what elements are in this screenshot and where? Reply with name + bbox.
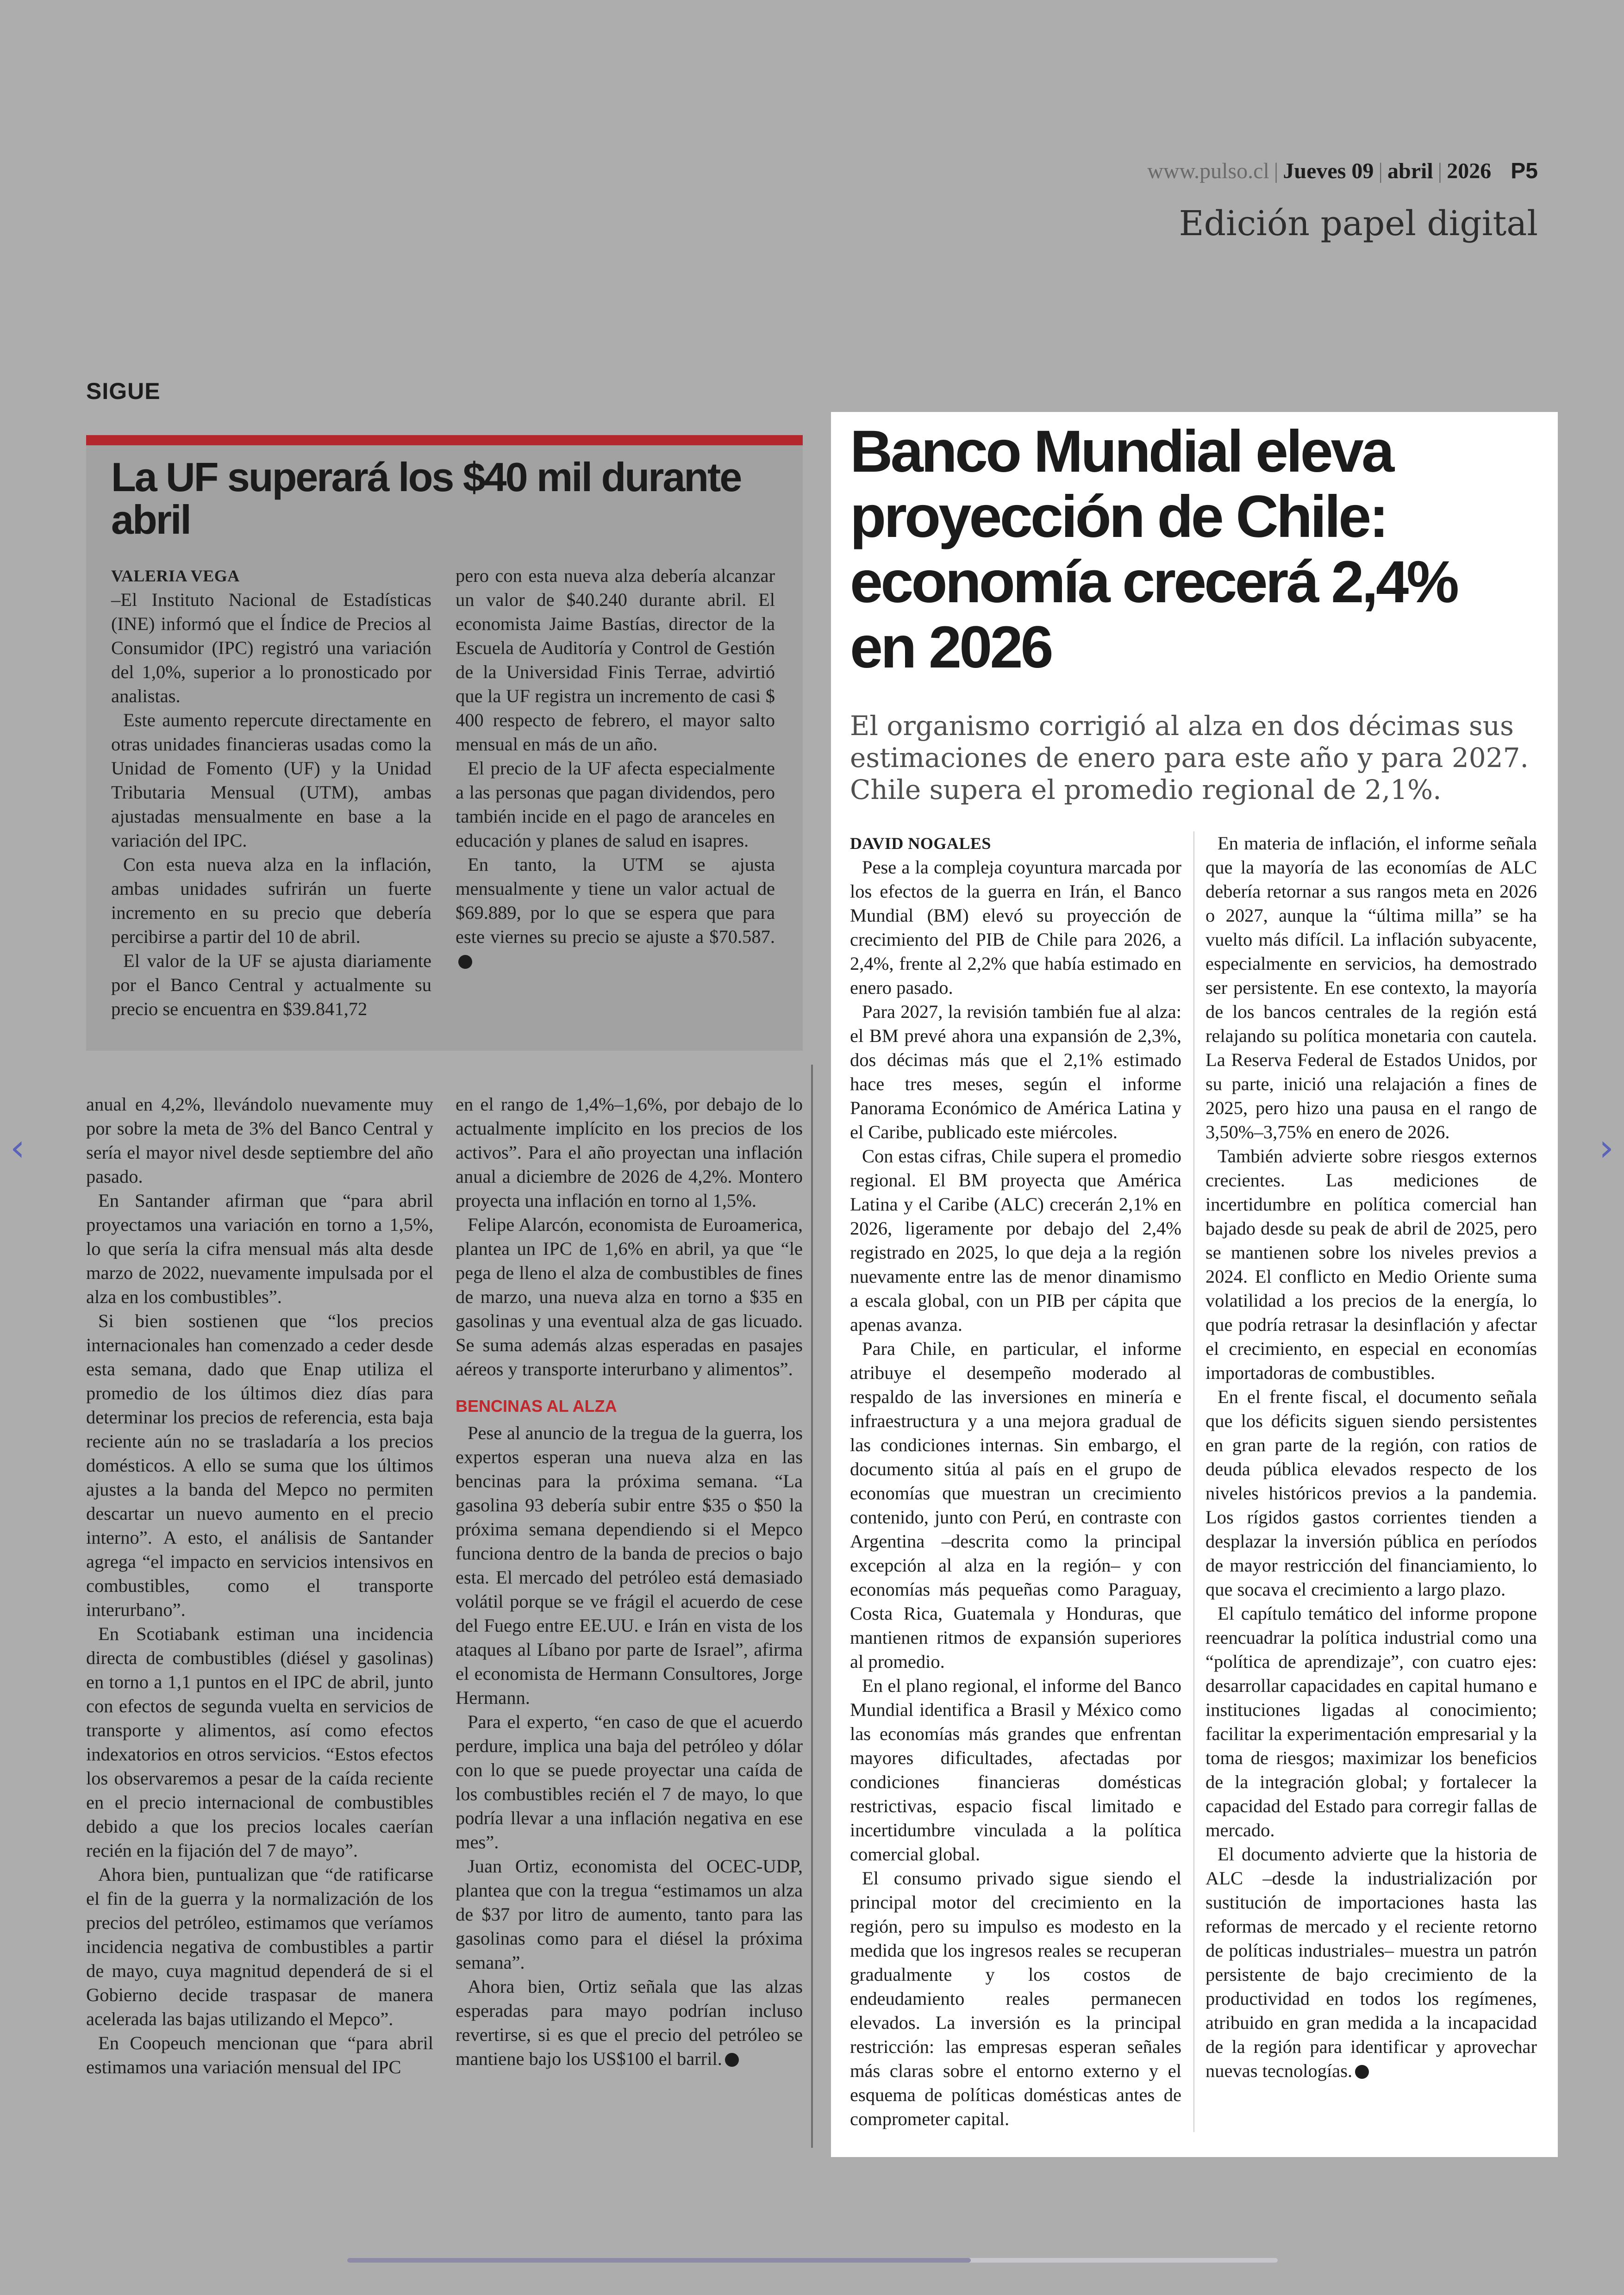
paragraph: Felipe Alarcón, economista de Euroamerica, plantea un IPC de 1,6% en abril, ya que “le pega de lleno el alza de combustibles de fines de marzo, una nueva alza en torno a $35 en gasolinas y una eventual alza de gas licuado. Se suma además alzas esperadas en pasajes aéreos y transporte interurbano y alimentos”. [456,1214,803,1379]
paragraph: El valor de la UF se ajusta diariamente por el Banco Central y actualmente su precio se encuentra en $39.841,72 [111,950,431,1019]
section-label: SIGUE [86,378,161,404]
paragraph: En el frente fiscal, el documento señala que los déficits siguen siendo persistentes en gran parte de la región, con ratios de deuda pública elevados respecto de los niveles históricos previos a la pandemia. Los rígidos gastos corrientes tienden a desplazar la inversión pública en períodos de mayor restricción del financiamiento, lo que socava el crecimiento a largo plazo. [1206,1386,1537,1600]
bm-article-column-1 [850,831,1181,2131]
date-year: 2026 [1447,159,1492,183]
bm-article-title: Banco Mundial eleva proyección de Chile: economía crecerá 2,4% en 2026 [850,418,1457,680]
site-url[interactable]: www.pulso.cl [1147,159,1269,183]
paragraph: pero con esta nueva alza debería alcanzar un valor de $40.240 durante abril. El economista Jaime Bastías, director de la Escuela de Auditoría y Control de Gestión de la Universidad Finis Terrae, advirtió que la UF registra un incremento de casi $ 400 respecto de febrero, el mayor salto mensual en más de un año. [456,565,775,755]
subheading: BENCINAS AL ALZA [456,1397,617,1416]
bm-byline: DAVID NOGALES [850,834,991,853]
chevron-left-icon[interactable]: ‹ [10,1126,25,1169]
end-mark-icon [458,955,472,969]
paragraph: Para 2027, la revisión también fue al alza: el BM prevé ahora una expansión de 2,3%, dos décimas más que el 2,1% estimado hace tres meses, según el informe Panorama Económico de América Latina y el Caribe, publicado este miércoles. [850,1001,1181,1142]
paragraph: Para el experto, “en caso de que el acuerdo perdure, implica una baja del petróleo y dólar con lo que se puede proyectar una caída de los combustibles recién el 7 de mayo, lo que podría llevar a una inflación negativa en ese mes”. [456,1711,803,1852]
paragraph: Pese a la compleja coyuntura marcada por los efectos de la guerra en Irán, el Banco Mundial (BM) elevó su proyección de crecimiento del PIB de Chile para 2026, a 2,4%, frente al 2,2% que había estimado en enero pasado. [850,857,1181,998]
paragraph: Ahora bien, puntualizan que “de ratificarse el fin de la guerra y la normalización de los precios del petróleo, estimamos que veríamos incidencia negativa de combustibles a partir de mayo, cuya magnitud dependerá de si el Gobierno decide traspasar de manera acelerada las bajas utilizando el Mepco”. [86,1864,433,2029]
scrollbar-thumb[interactable] [347,2258,971,2263]
paragraph: Pese al anuncio de la tregua de la guerra, los expertos esperan una nueva alza en las bencinas para la próxima semana. “La gasolina 93 debería subir entre $35 o $50 la próxima semana dependiendo si el Mepco funciona dentro de la banda de precios o bajo esta. El mercado del petróleo está demasiado volátil porque se ve frágil el acuerdo de cese del Fuego entre EE.UU. e Irán en vista de los ataques al Líbano por parte de Israel”, afirma el economista de Hermann Consultores, Jorge Hermann. [456,1422,803,1708]
column-divider [1193,831,1194,2132]
page-scrollbar[interactable] [347,2258,1278,2263]
continuation-column-1 [86,1092,433,2079]
end-mark-icon [725,2053,739,2067]
uf-article-column-2 [456,564,775,973]
chevron-right-icon[interactable]: › [1599,1126,1614,1169]
paragraph: –El Instituto Nacional de Estadísticas (INE) informó que el Índice de Precios al Consumidor (IPC) registró una variación del 1,0%, superior a lo pronosticado por analistas. [111,589,431,706]
paragraph-text: En tanto, la UTM se ajusta mensualmente y tiene un valor actual de $69.889, por lo que se espera que para este viernes su precio se ajuste a $70.587. [456,854,775,947]
paragraph [456,1975,803,2071]
paragraph: Este aumento repercute directamente en otras unidades financieras usadas como la Unidad de Fomento (UF) y la Unidad Tributaria Mensual (UTM), ambas ajustadas mensualmente en base a la variación del IPC. [111,710,431,851]
uf-article-title: La UF superará los $40 mil durante abril [111,454,741,543]
paragraph: En Coopeuch mencionan que “para abril estimamos una variación mensual del IPC [86,2033,433,2077]
edition-label: Edición papel digital [1179,204,1538,243]
date-month: abril [1387,159,1433,183]
paragraph: en el rango de 1,4%–1,6%, por debajo de lo actualmente implícito en los precios de los activos”. Para el año proyectan una inflación anual a diciembre de 2026 de 4,2%. Montero proyecta una inflación en torno al 1,5%. [456,1094,803,1211]
paragraph [456,853,775,973]
separator: | [1378,159,1383,183]
paragraph: Para Chile, en particular, el informe atribuye el desempeño moderado al respaldo de las inversiones en minería e infraestructura y a una mejora gradual de las condiciones internas. Sin embargo, el documento sitúa al país en el grupo de economías que muestran un crecimiento contenido, junto con Perú, en contraste con Argentina –descrita como la principal excepción al alza en la región– y con economías más pequeñas como Paraguay, Costa Rica, Guatemala y Honduras, que mantienen ritmos de expansión superiores al promedio. [850,1338,1181,1672]
paragraph: Con esta nueva alza en la inflación, ambas unidades sufrirán un fuerte incremento en su precio que debería percibirse a partir del 10 de abril. [111,854,431,947]
continuation-column-2 [456,1092,803,2071]
paragraph: El precio de la UF afecta especialmente a las personas que pagan dividendos, pero también incide en el pago de aranceles en educación y planes de salud en isapres. [456,758,775,851]
paragraph: En el plano regional, el informe del Banco Mundial identifica a Brasil y México como las economías más grandes que enfrentan mayores dificultades, afectadas por condiciones financieras domésticas restrictivas, espacio fiscal limitado e incertidumbre vinculada a la política comercial global. [850,1675,1181,1865]
paragraph: Juan Ortiz, economista del OCEC-UDP, plantea que con la tregua “estimamos un alza de $37 por litro de aumento, tanto para las gasolinas como para el diésel la próxima semana”. [456,1856,803,1973]
paragraph: Si bien sostienen que “los precios internacionales han comenzado a ceder desde esta semana, dado que Enap utiliza el promedio de los últimos diez días para determinar los precios de referencia, esta baja reciente aún no se trasladaría a los precios domésticos. A ello se suma que los últimos ajustes a la banda del Mepco no permiten descartar un nuevo aumento en el precio interno”. A esto, el análisis de Santander agrega “el impacto en servicios intensivos en combustibles, como el transporte interurbano”. [86,1310,433,1620]
bm-article-lead: El organismo corrigió al alza en dos décimas sus estimaciones de enero para este año y para 2027. Chile supera el promedio regional de 2,1%. [850,710,1529,805]
page-number: P5 [1511,159,1538,183]
paragraph-text: El documento advierte que la historia de ALC –desde la industrialización por sustitución de importaciones hasta las reformas de mercado y el reciente retorno de políticas industriales– muestra un patrón persistente de bajo crecimiento de la productividad en todos los regímenes, atribuido en gran medida a la incapacidad de la región para identificar y aprovechar nuevas tecnologías. [1206,1844,1537,2081]
paragraph: También advierte sobre riesgos externos crecientes. Las mediciones de incertidumbre en política comercial han bajado desde su peak de abril de 2025, pero se mantienen sobre los niveles previos a 2024. El conflicto en Medio Oriente suma volatilidad a los precios de la energía, lo que podría retrasar la desinflación y afectar el crecimiento, en especial en economías importadoras de combustibles. [1206,1146,1537,1383]
paragraph: En materia de inflación, el informe señala que la mayoría de las economías de ALC debería retornar a sus rangos meta en 2026 o 2027, aunque la “última milla” se ha vuelto más difícil. La inflación subyacente, especialmente en servicios, ha demostrado ser persistente. En ese contexto, la mayoría de los bancos centrales de la región está relajando su política monetaria con cautela. La Reserva Federal de Estados Unidos, por su parte, inició una relajación a fines de 2025, pero hizo una pausa en el rango de 3,50%–3,75% en enero de 2026. [1206,833,1537,1142]
column-divider [811,1065,813,2148]
masthead [1147,158,1538,184]
date-day: Jueves 09 [1283,159,1374,183]
uf-byline: VALERIA VEGA [111,567,240,585]
paragraph: El consumo privado sigue siendo el principal motor del crecimiento en la región, pero su impulso es modesto en la medida que los ingresos reales se recuperan gradualmente y los costos de endeudamiento reales permanecen elevados. La inversión es la principal restricción: las empresas esperan señales más claras sobre el entorno externo y el esquema de políticas domésticas antes de comprometer capital. [850,1868,1181,2129]
paragraph: En Scotiabank estiman una incidencia directa de combustibles (diésel y gasolinas) en torno a 1,1 puntos en el IPC de abril, junto con efectos de segunda vuelta en servicios de transporte y alimentos, así como efectos indexatorios en otros servicios. “Estos efectos los observaremos a pesar de la caída reciente en el precio internacional de combustibles debido a que los precios locales caerían recién en la fijación del 7 de mayo”. [86,1623,433,1861]
paragraph: anual en 4,2%, llevándolo nuevamente muy por sobre la meta de 3% del Banco Central y sería el mayor nivel desde septiembre del año pasado. [86,1094,433,1187]
separator: | [1437,159,1443,183]
uf-article-column-1 [111,564,431,1021]
paragraph: Con estas cifras, Chile supera el promedio regional. El BM proyecta que América Latina y el Caribe (ALC) crecerán 2,1% en 2026, ligeramente por debajo del 2,4% registrado en 2025, lo que deja a la región nuevamente entre las de menor dinamismo a escala global, con un PIB per cápita que apenas avanza. [850,1146,1181,1335]
paragraph: En Santander afirman que “para abril proyectamos una variación en torno a 1,5%, lo que sería la cifra mensual más alta desde marzo de 2022, nuevamente impulsada por el alza en los combustibles”. [86,1190,433,1307]
paragraph-text: Ahora bien, Ortiz señala que las alzas esperadas para mayo podrían incluso revertirse, si es que el precio del petróleo se mantiene bajo los US$100 el barril. [456,1976,803,2069]
paragraph [1206,1842,1537,2083]
paragraph: El capítulo temático del informe propone reencuadrar la política industrial como una “política de aprendizaje”, con cuatro ejes: desarrollar capacidades en capital humano e instituciones ligadas al conocimiento; facilitar la experimentación empresarial y la toma de riesgos; maximizar los beneficios de la integración global; y fortalecer la capacidad del Estado para corregir fallas de mercado. [1206,1603,1537,1840]
end-mark-icon [1355,2065,1369,2079]
separator: | [1274,159,1279,183]
bm-article-column-2 [1206,831,1537,2083]
